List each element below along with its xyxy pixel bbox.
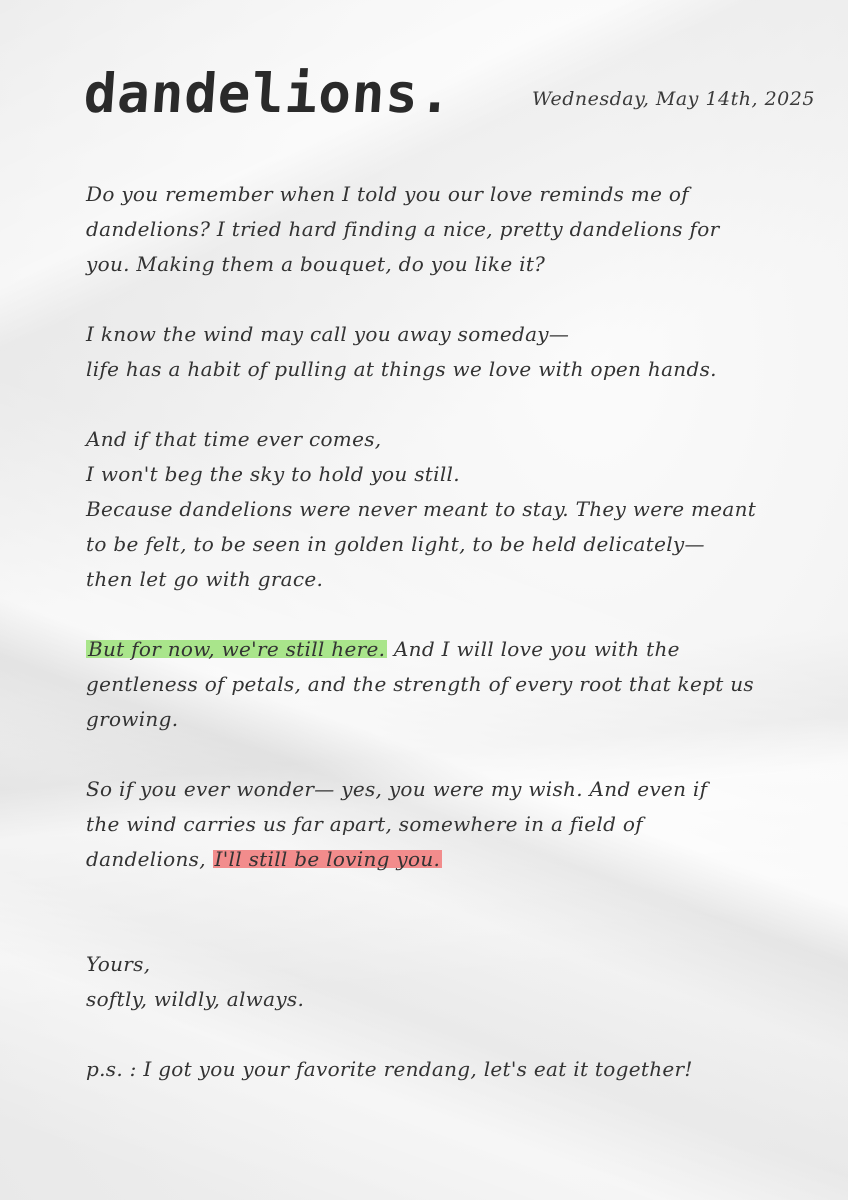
- letter-date: Wednesday, May 14th, 2025: [532, 88, 815, 110]
- letter-body: [86, 177, 757, 1087]
- paragraph-2-line-1: I know the wind may call you away someday—: [86, 322, 570, 346]
- paragraph-4-line-2: gentleness of petals, and the strength of every root that kept us: [86, 672, 754, 696]
- paragraph-2-line-2: life has a habit of pulling at things we love with open hands.: [86, 357, 717, 381]
- paragraph-4-line-1: [86, 632, 726, 667]
- paragraph-3-line-1: And if that time ever comes,: [86, 427, 382, 451]
- red-highlight: I'll still be loving you.: [214, 847, 441, 871]
- paragraph-3-line-2: I won't beg the sky to hold you still.: [86, 462, 460, 486]
- paragraph-3-line-4: to be felt, to be seen in golden light, to be held delicately—: [86, 532, 705, 556]
- paragraph-5-line-3: [86, 842, 726, 877]
- paragraph-3-line-5: then let go with grace.: [86, 567, 324, 591]
- paragraph-5-line-3-start: dandelions,: [86, 847, 213, 871]
- paragraph-1-line-1: Do you remember when I told you our love reminds me of: [86, 182, 689, 206]
- paragraph-4-line-3: growing.: [86, 707, 179, 731]
- paragraph-5-line-2: the wind carries us far apart, somewhere in a field of: [86, 812, 643, 836]
- paragraph-1-line-2: dandelions? I tried hard finding a nice, pretty dandelions for: [86, 217, 720, 241]
- paragraph-5-line-1: So if you ever wonder— yes, you were my wish. And even if: [86, 777, 708, 801]
- paragraph-4-line-1-rest: And I will love you with the: [387, 637, 680, 661]
- paragraph-3-line-3: Because dandelions were never meant to stay. They were meant: [86, 497, 757, 521]
- letter-title: dandelions.: [81, 62, 455, 125]
- green-highlight: But for now, we're still here.: [88, 637, 386, 661]
- paragraph-1-line-3: you. Making them a bouquet, do you like it?: [86, 252, 546, 276]
- closing-line-2: softly, wildly, always.: [86, 987, 305, 1011]
- postscript: p.s. : I got you your favorite rendang, let's eat it together!: [86, 1057, 693, 1081]
- closing-line-1: Yours,: [86, 952, 151, 976]
